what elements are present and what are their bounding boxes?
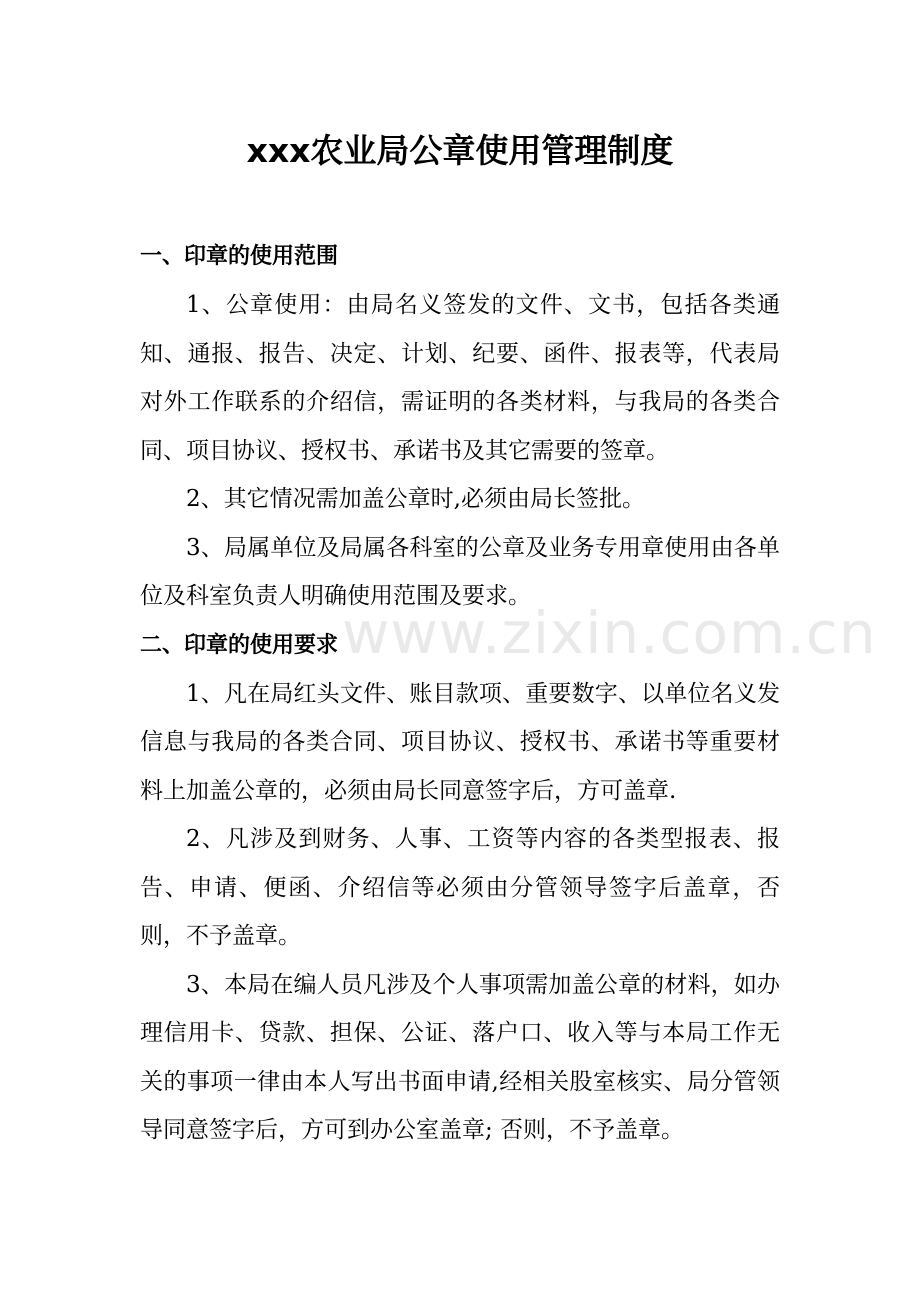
document-title: xxx农业局公章使用管理制度	[246, 131, 674, 170]
section-heading-scope: 一、印章的使用范围	[140, 244, 339, 269]
paragraph-scope-1: 1、公章使用：由局名义签发的文件、文书，包括各类通知、通报、报告、决定、计划、纪要、函件、报表等，代表局对外工作联系的介绍信，需证明的各类材料，与我局的各类合同、项目协议、授权书、承诺书及其它需要的签章。	[140, 292, 780, 464]
section-heading-requirements: 二、印章的使用要求	[140, 632, 339, 658]
paragraph-scope-3: 3、局属单位及局属各科室的公章及业务专用章使用由各单位及科室负责人明确使用范围及要求。	[140, 534, 780, 609]
paragraph-scope-2: 2、其它情况需加盖公章时,必须由局长签批。	[186, 486, 645, 512]
paragraph-requirements-3: 3、本局在编人员凡涉及个人事项需加盖公章的材料，如办理信用卡、贷款、担保、公证、落户口、收入等与本局工作无关的事项一律由本人写出书面申请,经相关股室核实、局分管领导同意签字后，方可到办公室盖章; 否则，不予盖章。	[140, 971, 780, 1143]
watermark: www.zixin.com.cn	[342, 599, 877, 667]
document-body	[140, 232, 780, 1155]
paragraph-requirements-2: 2、凡涉及到财务、人事、工资等内容的各类型报表、报告、申请、便函、介绍信等必须由分管领导签字后盖章，否则，不予盖章。	[140, 826, 780, 949]
paragraph-requirements-1: 1、凡在局红头文件、账目款项、重要数字、以单位名义发信息与我局的各类合同、项目协议、授权书、承诺书等重要材料上加盖公章的，必须由局长同意签字后，方可盖章.	[140, 680, 780, 804]
